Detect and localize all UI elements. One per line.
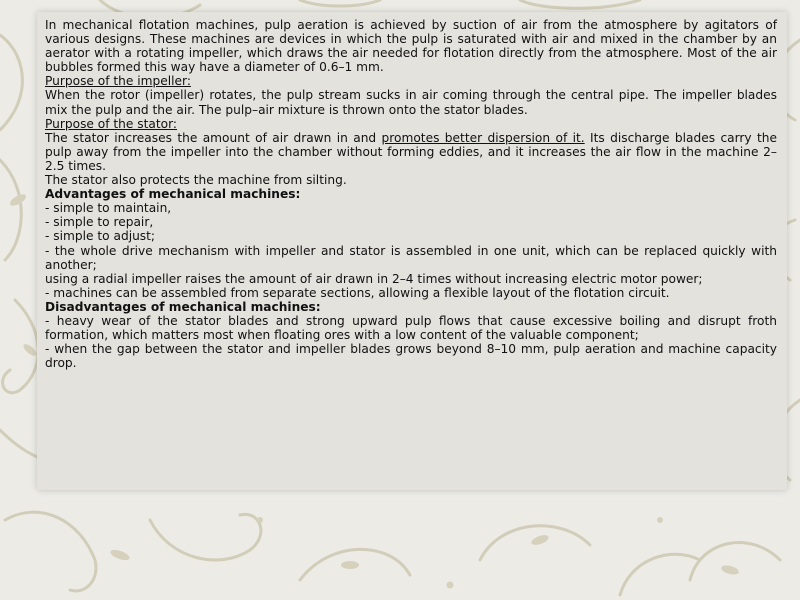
- stator-text-start: The stator increases the amount of air drawn in and: [45, 130, 377, 145]
- advantage-item: - machines can be assembled from separate sections, allowing a flexible layout of the flotation circuit.: [45, 285, 670, 300]
- text-panel: [37, 12, 787, 490]
- advantage-item: - simple to adjust;: [45, 229, 156, 244]
- advantage-item: - simple to maintain,: [45, 201, 172, 216]
- intro-paragraph: In mechanical flotation machines, pulp aeration is achieved by suction of air from the atmosphere by agitators of various designs. These machines are devices in which the pulp is saturated with air and mixed in the chamber by an aerator with a rotating impeller, which draws the air needed for flotation directly from the atmosphere. Most of the air bubbles formed this way have a diameter of 0.6–1 mm.: [45, 18, 777, 75]
- stator-paragraph: [45, 131, 777, 173]
- disadvantages-heading: Disadvantages of mechanical machines:: [45, 299, 321, 314]
- stator-silting-paragraph: The stator also protects the machine from silting.: [45, 173, 347, 188]
- advantage-item: - the whole drive mechanism with impeller and stator is assembled in one unit, which can be replaced quickly with another;: [45, 243, 777, 272]
- impeller-heading: Purpose of the impeller:: [45, 74, 191, 89]
- stator-text-underlined: promotes better dispersion of it.: [381, 130, 585, 145]
- stator-text-end: Its discharge blades carry the pulp away from the impeller into the chamber without forming eddies, and it increases the air flow in the machine 2–2.5 times.: [45, 130, 778, 173]
- advantage-item: using a radial impeller raises the amount of air drawn in 2–4 times without increasing electric motor power;: [45, 271, 703, 286]
- disadvantage-item: - when the gap between the stator and impeller blades grows beyond 8–10 mm, pulp aeration and machine capacity drop.: [45, 342, 777, 371]
- advantages-heading: Advantages of mechanical machines:: [45, 187, 301, 202]
- stator-heading: Purpose of the stator:: [45, 116, 178, 131]
- impeller-paragraph: When the rotor (impeller) rotates, the pulp stream sucks in air coming through the central pipe. The impeller blades mix the pulp and the air. The pulp–air mixture is thrown onto the stator blades.: [45, 88, 777, 117]
- disadvantage-item: - heavy wear of the stator blades and strong upward pulp flows that cause excessive boiling and disrupt froth formation, which matters most when floating ores with a low content of the valuable component;: [45, 313, 777, 343]
- advantage-item: - simple to repair,: [45, 215, 154, 230]
